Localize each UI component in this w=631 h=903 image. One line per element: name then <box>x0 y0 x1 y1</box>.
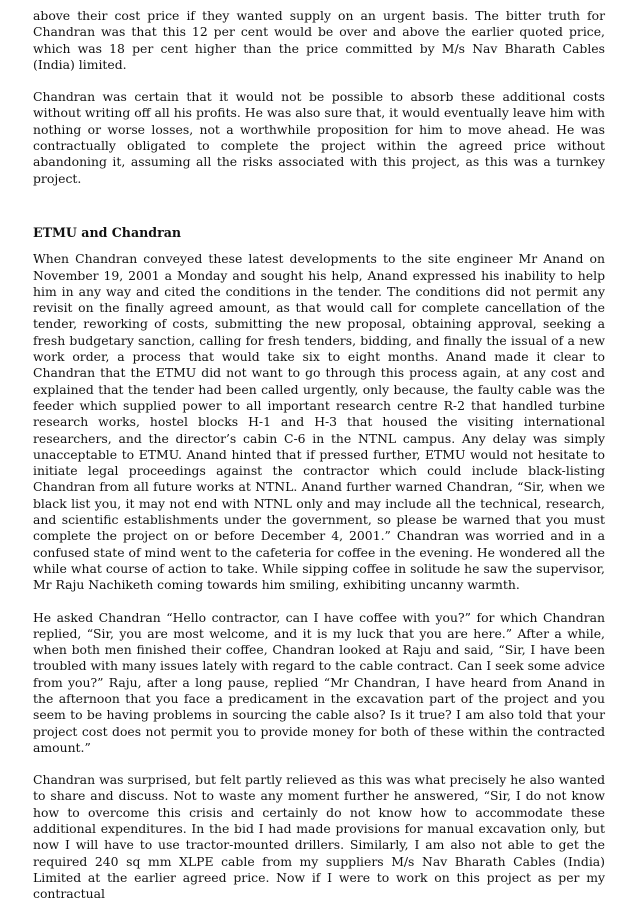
paragraph-supply-cost: above their cost price if they wanted supply on an urgent basis. The bitter truth for Chandran was that this 12 per cent would be over and above the earlier quoted price, which was 18 per cent higher than the price committed by M/s Nav Bharath Cables (India) limited. <box>33 8 605 72</box>
paragraph-absorb-costs: Chandran was certain that it would not be possible to absorb these additional costs without writing off all his profits. He was also sure that, it would eventually leave him with nothing or worse losses, not a worthwhile proposition for him to move ahead. He was contractually obligated to complete the project within the agreed price without abandoning it, assuming all the risks associated with this project, as this was a turnkey project. <box>33 89 605 186</box>
paragraph-raju-conversation: He asked Chandran “Hello contractor, can I have coffee with you?” for which Chandran replied, “Sir, you are most welcome, and it is my luck that you are here.” After a while, when both men finished their coffee, Chandran looked at Raju and said, “Sir, I have been troubled with many issues lately with regard to the cable contract. Can I seek some advice from you?” Raju, after a long pause, replied “Mr Chandran, I have heard from Anand in the afternoon that you face a predicament in the excavation part of the project and you seem to be having problems in sourcing the cable also? Is it true? I am also told that your project cost does not permit you to provide money for both of these within the contracted amount.” <box>33 609 605 755</box>
section-heading: ETMU and Chandran <box>33 224 182 240</box>
paragraph-anand-conditions: When Chandran conveyed these latest developments to the site engineer Mr Anand on November 19, 2001 a Monday and sought his help, Anand expressed his inability to help him in any way and cited the conditions in the tender. The conditions did not permit any revisit on the finally agreed amount, as that would call for complete cancellation of the tender, reworking of costs, submitting the new proposal, obtaining approval, seeking a fresh budgetary sanction, calling for fresh tenders, bidding, and finally the issual of a new work order, a process that would take six to eight months. Anand made it clear to Chandran that the ETMU did not want to go through this process again, at any cost and explained that the tender had been called urgently, only because, the faulty cable was the feeder which supplied power to all important research centre R-2 that handled turbine research works, hostel blocks H-1 and H-3 that housed the visiting international researchers, and the director’s cabin C-6 in the NTNL campus. Any delay was simply unacceptable to ETMU. Anand hinted that if pressed further, ETMU would not hesitate to initiate legal proceedings against the contractor which could include black-listing Chandran from all future works at NTNL. Anand further warned Chandran, “Sir, when we black list you, it may not end with NTNL only and may include all the technical, research, and scientific establishments under the government, so please be warned that you must complete the project on or before December 4, 2001.” Chandran was worried and in a confused state of mind went to the cafeteria for coffee in the evening. He wondered all the while what course of action to take. While sipping coffee in solitude he saw the supervisor, Mr Raju Nachiketh coming towards him smiling, exhibiting uncanny warmth. <box>33 251 605 593</box>
section-spacer <box>33 203 605 225</box>
document-page <box>33 8 605 903</box>
paragraph-chandran-reply: Chandran was surprised, but felt partly relieved as this was what precisely he also wanted to share and discuss. Not to waste any moment further he answered, “Sir, I do not know how to overcome this crisis and certainly do not know how to accommodate these additional expenditures. In the bid I had made provisions for manual excavation only, but now I will have to use tractor-mounted drillers. Similarly, I am also not able to get the required 240 sq mm XLPE cable from my suppliers M/s Nav Bharath Cables (India) Limited at the earlier agreed price. Now if I were to work on this project as per my contractual <box>33 772 605 902</box>
